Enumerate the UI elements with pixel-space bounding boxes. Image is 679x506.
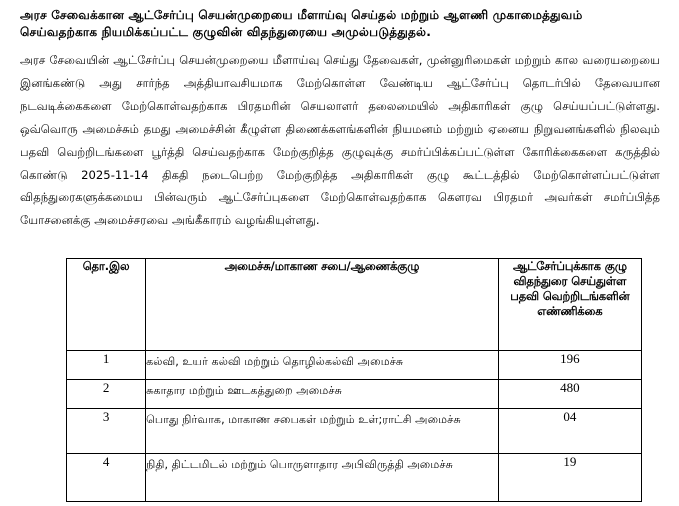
- table-header-row: [67, 259, 642, 351]
- header-serial-no: தொ.இல: [67, 259, 146, 351]
- vacancy-table: [66, 258, 642, 502]
- body-paragraph: அரச சேவையின் ஆட்சேர்ப்பு செயன்முறையை மீளாய்வு செய்து தேவைகள், முன்னுரிமைகள் மற்றும் கால வரையறையை இனங்கண்டு அது சார்ந்த அத்தியாவசியமாக மேற்கொள்ள வேண்டிய ஆட்சேர்ப்பு தொடர்பில் தேவையான நடவடிக்கைகளை மேற்கொள்வதற்காக பிரதமரின் செயலாளர் தலைமையில் அதிகாரிகள் குழு செய்யப்பட்டுள்ளது. ஒவ்வொரு அமைச்சும் தமது அமைச்சின் கீழுள்ள திணைக்களங்களின் நியமனம் மற்றும் ஏனைய நிறுவனங்களில் நிலவும் பதவி வெற்றிடங்களை பூர்த்தி செய்வதற்காக மேற்குறித்த குழுவுக்கு சமர்ப்பிக்கப்பட்டுள்ள கோரிக்கைகளை கருத்தில் கொண்டு 2025-11-14 திகதி நடைபெற்ற மேற்குறித்த அதிகாரிகள் குழு கூட்டத்தில் மேற்கொள்ளப்பட்டுள்ள விதந்துரைகளுக்கமைய பின்வரும் ஆட்சேர்ப்புகளை மேற்கொள்வதற்காக கௌரவ பிரதமர் அவர்கள் சமர்ப்பித்த யோசனைக்கு அமைச்சரவை அங்கீகாரம் வழங்கியுள்ளது.: [20, 53, 660, 228]
- row-vacancy-count: 19: [498, 454, 641, 502]
- row-ministry: நிதி, திட்டமிடல் மற்றும் பொருளாதார அபிவிருத்தி அமைச்சு: [146, 454, 499, 502]
- row-serial-no: 4: [67, 454, 146, 502]
- row-serial-no: 1: [67, 351, 146, 380]
- header-vacancy-count: ஆட்சேர்ப்புக்காக குழு விதந்துரை செய்துள்ள பதவி வெற்றிடங்களின் எண்ணிக்கை: [498, 259, 641, 351]
- table-row: [67, 454, 642, 502]
- row-serial-no: 3: [67, 409, 146, 454]
- row-vacancy-count: 480: [498, 380, 641, 409]
- table-row: [67, 351, 642, 380]
- table-row: [67, 409, 642, 454]
- row-vacancy-count: 196: [498, 351, 641, 380]
- row-vacancy-count: 04: [498, 409, 641, 454]
- row-serial-no: 2: [67, 380, 146, 409]
- table-row: [67, 380, 642, 409]
- row-ministry: பொது நிர்வாக, மாகாண சபைகள் மற்றும் உள்;ராட்சி அமைச்சு: [146, 409, 499, 454]
- document-title: அரச சேவைக்கான ஆட்சேர்ப்பு செயன்முறையை மீளாய்வு செய்தல் மற்றும் ஆளணி முகாமைத்துவம் செய்வதற்காக நியமிக்கப்பட்ட குழுவின் விதந்துரையை அமுல்படுத்துதல்.: [20, 8, 583, 39]
- header-ministry: அமைச்சு/மாகாண சபை/ஆணைக்குழு: [146, 259, 499, 351]
- row-ministry: சுகாதார மற்றும் ஊடகத்துறை அமைச்சு: [146, 380, 499, 409]
- row-ministry: கல்வி, உயர் கல்வி மற்றும் தொழில்கல்வி அமைச்சு: [146, 351, 499, 380]
